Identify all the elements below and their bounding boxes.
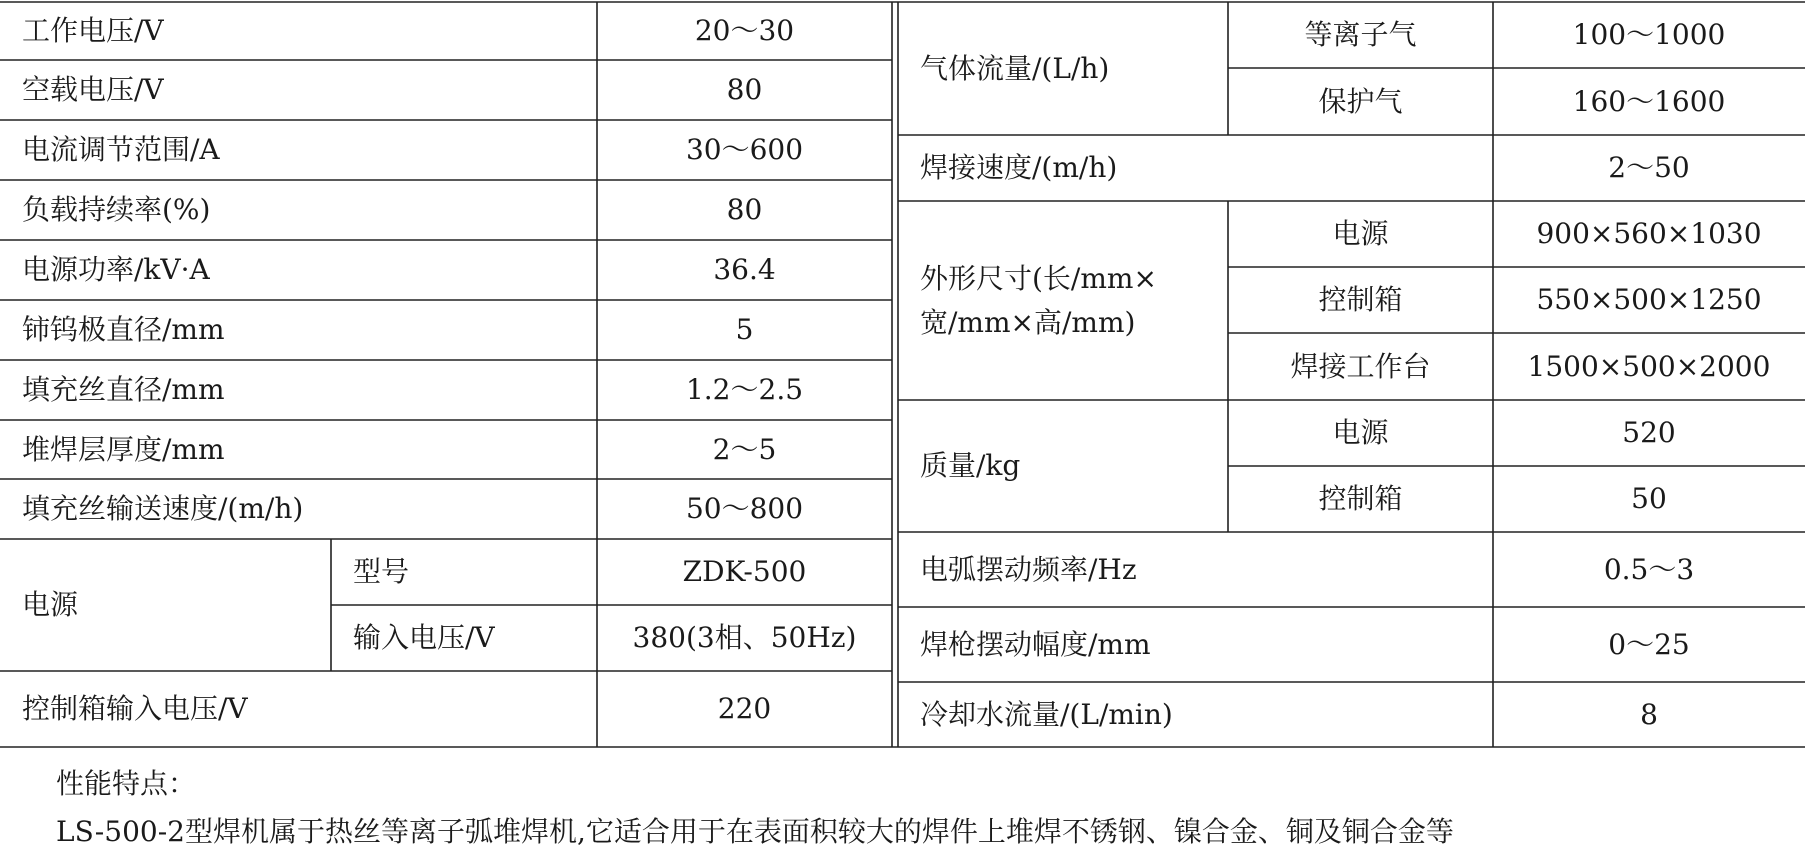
label-arc-oscillation-frequency: 电弧摆动频率/Hz — [920, 552, 1137, 586]
value-control-box-input-voltage: 220 — [717, 692, 772, 726]
label-working-voltage: 工作电压/V — [22, 14, 164, 48]
value-torch-oscillation-amplitude: 0～25 — [1608, 627, 1690, 661]
value-power-input-voltage: 380(3相、50Hz) — [632, 621, 857, 655]
label-power-source-group: 电源 — [22, 588, 79, 622]
label-gas-flow: 气体流量/(L/h) — [920, 51, 1110, 85]
label-shield-gas: 保护气 — [1318, 84, 1403, 118]
label-current-range: 电流调节范围/A — [22, 133, 220, 167]
label-plasma-gas: 等离子气 — [1304, 18, 1417, 52]
label-power-capacity: 电源功率/kV·A — [22, 253, 210, 287]
label-control-box-input-voltage: 控制箱输入电压/V — [22, 692, 248, 726]
value-plasma-gas: 100～1000 — [1572, 18, 1726, 52]
label-dimensions: 外形尺寸(长/mm×宽/mm×高/mm) — [920, 262, 1157, 339]
label-power-model: 型号 — [353, 555, 410, 589]
value-cooling-water-flow: 8 — [1640, 697, 1658, 731]
value-current-range: 30～600 — [685, 133, 804, 167]
value-welding-speed: 2～50 — [1608, 151, 1690, 185]
value-electrode-diameter: 5 — [735, 313, 754, 347]
label-dimensions-power: 电源 — [1332, 217, 1389, 251]
label-dimensions-control-box: 控制箱 — [1318, 283, 1403, 317]
label-welding-speed: 焊接速度/(m/h) — [920, 151, 1118, 185]
label-wire-feed-speed: 填充丝输送速度/(m/h) — [22, 492, 304, 526]
label-electrode-diameter: 铈钨极直径/mm — [22, 313, 225, 347]
value-no-load-voltage: 80 — [726, 73, 763, 107]
value-power-model: ZDK-500 — [682, 555, 807, 589]
value-mass-power: 520 — [1622, 416, 1676, 450]
value-dimensions-control-box: 550×500×1250 — [1536, 283, 1762, 317]
value-power-capacity: 36.4 — [713, 253, 776, 287]
label-dimensions-welding-table: 焊接工作台 — [1290, 349, 1431, 383]
label-no-load-voltage: 空载电压/V — [22, 73, 164, 107]
value-arc-oscillation-frequency: 0.5～3 — [1603, 552, 1695, 586]
value-mass-control-box: 50 — [1631, 482, 1667, 516]
value-working-voltage: 20～30 — [694, 14, 795, 48]
label-duty-cycle: 负载持续率(%) — [22, 193, 211, 227]
value-dimensions-power: 900×560×1030 — [1536, 217, 1762, 251]
value-shield-gas: 160～1600 — [1572, 84, 1726, 118]
label-mass-power: 电源 — [1332, 416, 1389, 450]
label-mass: 质量/kg — [920, 449, 1021, 483]
label-filler-wire-diameter: 填充丝直径/mm — [22, 373, 225, 407]
value-dimensions-welding-table: 1500×500×2000 — [1527, 349, 1771, 383]
label-overlay-thickness: 堆焊层厚度/mm — [22, 432, 225, 466]
label-mass-control-box: 控制箱 — [1318, 482, 1403, 516]
value-duty-cycle: 80 — [726, 193, 763, 227]
notes-title: 性能特点： — [56, 767, 197, 800]
label-cooling-water-flow: 冷却水流量/(L/min) — [920, 697, 1173, 731]
value-filler-wire-diameter: 1.2～2.5 — [685, 373, 804, 407]
label-torch-oscillation-amplitude: 焊枪摆动幅度/mm — [920, 627, 1151, 661]
label-power-input-voltage: 输入电压/V — [353, 621, 495, 655]
value-overlay-thickness: 2～5 — [712, 432, 777, 466]
notes-body: LS-500-2型焊机属于热丝等离子弧堆焊机,它适合用于在表面积较大的焊件上堆焊不锈钢、镍合金、铜及铜合金等 — [56, 815, 1454, 848]
value-wire-feed-speed: 50～800 — [685, 492, 804, 526]
